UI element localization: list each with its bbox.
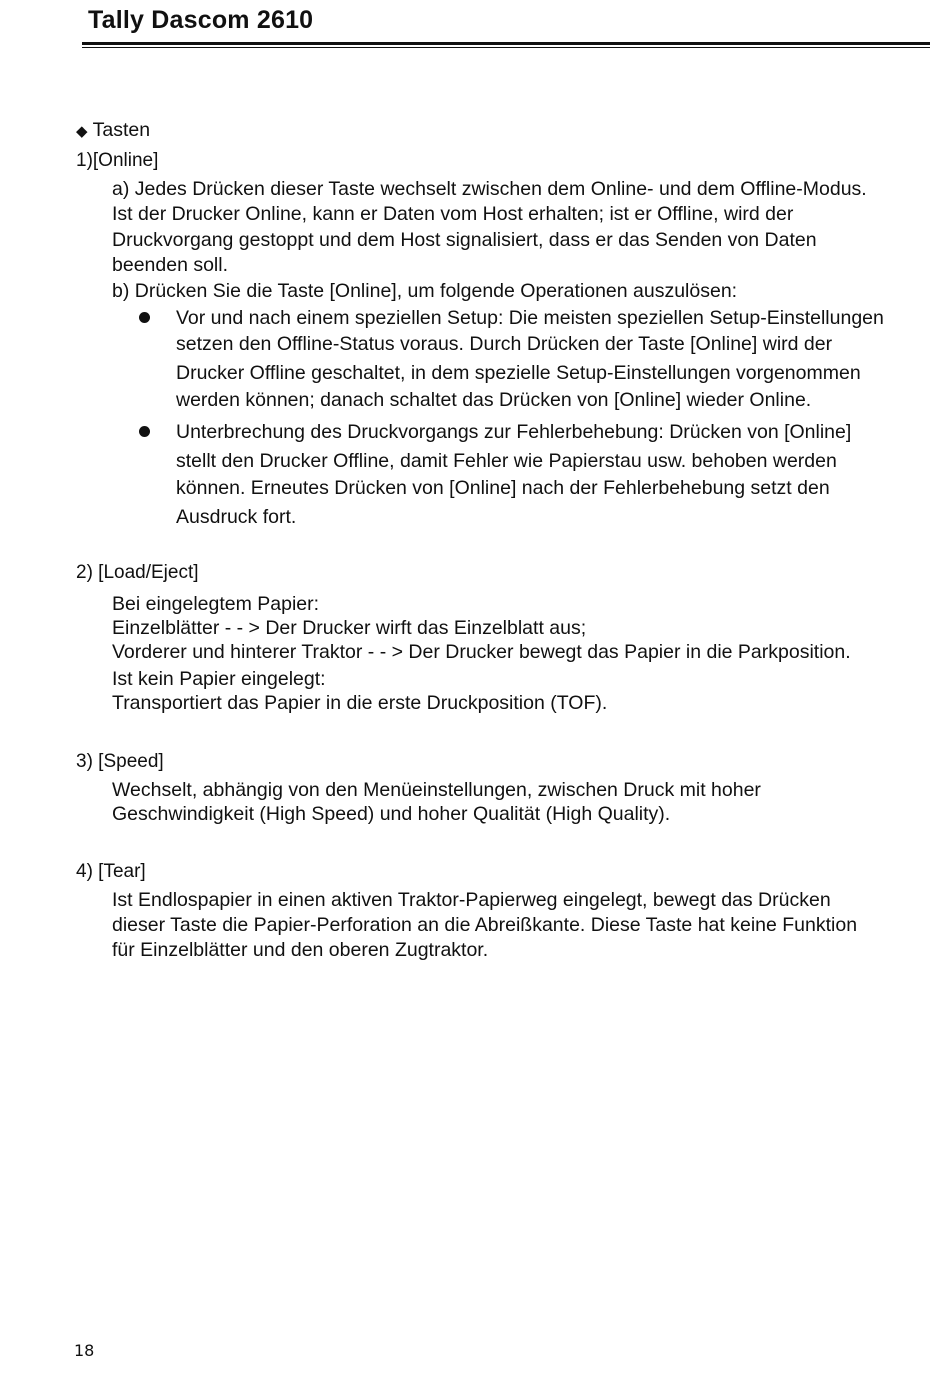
header-rule-thick <box>82 42 930 45</box>
document-header-title: Tally Dascom 2610 <box>88 6 314 34</box>
page-number: 18 <box>74 1341 95 1360</box>
item-tear-line: Ist Endlospapier in einen aktiven Traktor-Papierweg eingelegt, bewegt das Drücken <box>112 889 831 911</box>
bullet-error-line: stellt den Drucker Offline, damit Fehler wie Papierstau usw. behoben werden <box>176 450 837 472</box>
bullet-dot-icon <box>139 426 150 437</box>
item-online-paragraph-a-line: Ist der Drucker Online, kann er Daten vom Host erhalten; ist er Offline, wird der <box>112 203 794 225</box>
section-title: Tasten <box>92 119 151 141</box>
item-online-paragraph-a-line: Druckvorgang gestoppt und dem Host signalisiert, dass er das Senden von Daten <box>112 229 817 251</box>
item-speed-line: Wechselt, abhängig von den Menüeinstellungen, zwischen Druck mit hoher <box>112 779 761 801</box>
item-load-eject-line: Bei eingelegtem Papier: <box>112 593 320 615</box>
bullet-setup-line: Drucker Offline geschaltet, in dem spezielle Setup-Einstellungen vorgenommen <box>176 362 861 384</box>
item-online-paragraph-a-line: a) Jedes Drücken dieser Taste wechselt zwischen dem Online- und dem Offline-Modus. <box>112 178 867 200</box>
item-load-eject-heading: 2) [Load/Eject] <box>76 562 199 583</box>
item-speed-heading: 3) [Speed] <box>76 751 164 772</box>
item-load-eject-line: Einzelblätter - - > Der Drucker wirft das Einzelblatt aus; <box>112 617 587 639</box>
section-heading <box>76 118 150 144</box>
item-speed-line: Geschwindigkeit (High Speed) und hoher Qualität (High Quality). <box>112 803 671 825</box>
item-tear-line: für Einzelblätter und den oberen Zugtraktor. <box>112 939 489 961</box>
item-tear-heading: 4) [Tear] <box>76 861 146 882</box>
bullet-setup-line: setzen den Offline-Status voraus. Durch Drücken der Taste [Online] wird der <box>176 333 833 355</box>
item-load-eject-line: Transportiert das Papier in die erste Druckposition (TOF). <box>112 692 608 714</box>
item-online-paragraph-a-line: beenden soll. <box>112 254 229 276</box>
diamond-bullet-icon: ◆ <box>76 123 88 140</box>
item-tear-line: dieser Taste die Papier-Perforation an die Abreißkante. Diese Taste hat keine Funktion <box>112 914 858 936</box>
bullet-error-line: können. Erneutes Drücken von [Online] nach der Fehlerbehebung setzt den <box>176 477 830 499</box>
bullet-error-line: Unterbrechung des Druckvorgangs zur Fehlerbehebung: Drücken von [Online] <box>176 421 852 443</box>
bullet-error-line: Ausdruck fort. <box>176 506 297 528</box>
bullet-setup-line: werden können; danach schaltet das Drücken von [Online] wieder Online. <box>176 389 812 411</box>
bullet-setup-line: Vor und nach einem speziellen Setup: Die meisten speziellen Setup-Einstellungen <box>176 307 884 329</box>
item-load-eject-line: Ist kein Papier eingelegt: <box>112 668 326 690</box>
header-rule-thin <box>82 47 930 48</box>
item-online-heading: 1)[Online] <box>76 150 159 171</box>
bullet-dot-icon <box>139 312 150 323</box>
item-online-paragraph-b: b) Drücken Sie die Taste [Online], um folgende Operationen auszulösen: <box>112 280 738 302</box>
item-load-eject-line: Vorderer und hinterer Traktor - - > Der Drucker bewegt das Papier in die Parkposition. <box>112 641 851 663</box>
